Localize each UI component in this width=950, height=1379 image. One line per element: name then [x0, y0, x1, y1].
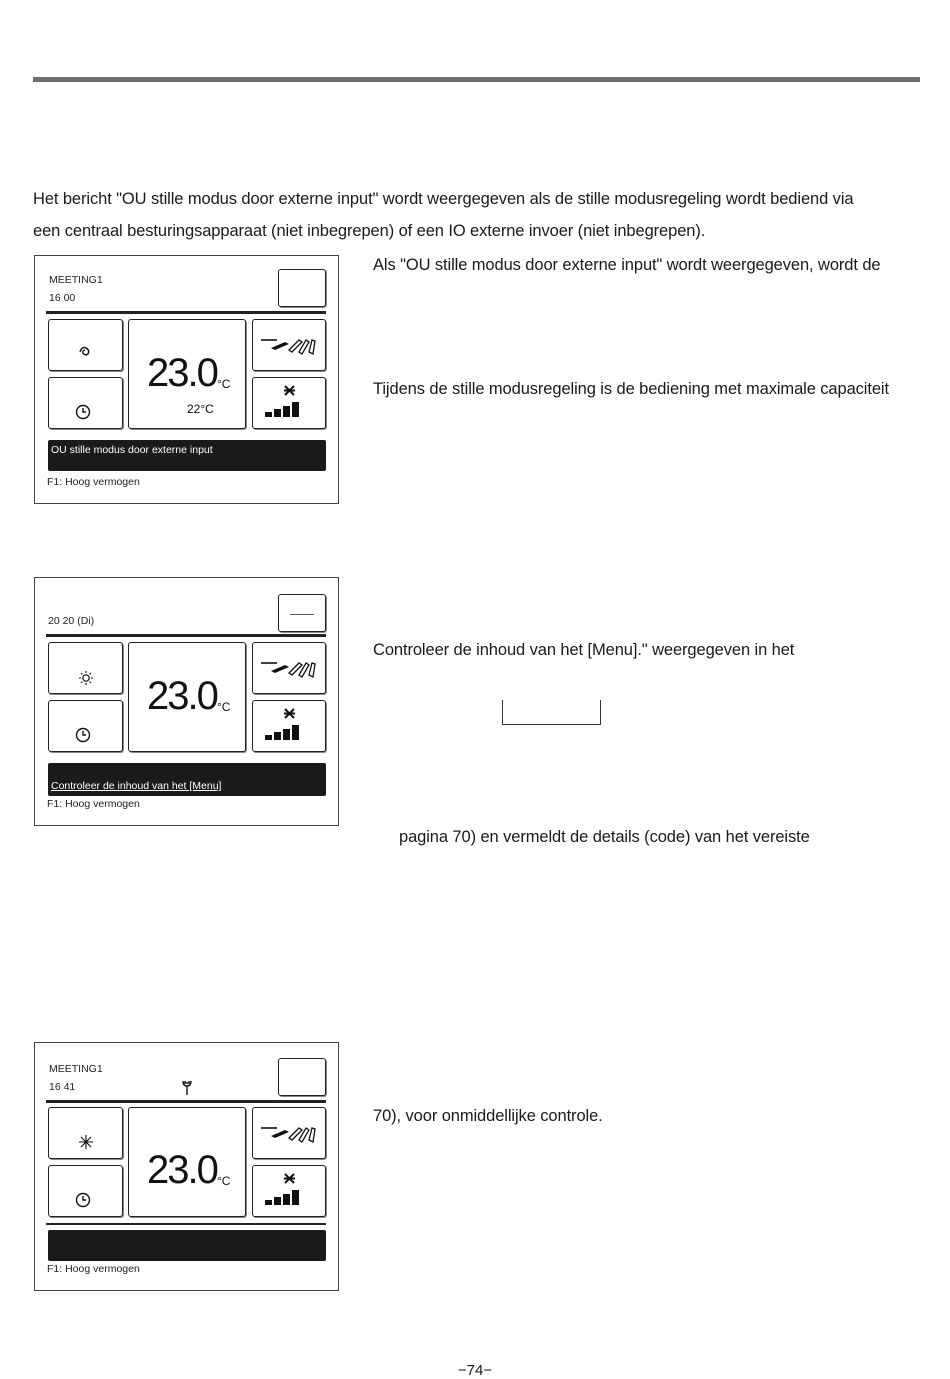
clock-icon	[75, 727, 91, 743]
louver-icon	[259, 657, 317, 681]
intro-line-1: Het bericht "OU stille modus door externe input" wordt weergegeven als de stille modusregeling wordt bediend via	[33, 190, 854, 208]
mode-button[interactable]	[48, 319, 123, 371]
menu-button[interactable]	[278, 1058, 326, 1096]
footer-text: F1: Hoog vermogen	[47, 1263, 140, 1275]
room-name: MEETING1	[49, 1063, 103, 1075]
temperature-unit: °C	[217, 700, 231, 714]
page-number: −74−	[457, 1362, 493, 1379]
remote-screen-2	[34, 577, 339, 826]
temperature-unit: °C	[217, 1174, 231, 1188]
top-rule	[33, 77, 920, 82]
temperature-value: 23.0	[147, 1148, 217, 1192]
message-bar	[48, 763, 326, 796]
date: 20 20 (Di)	[48, 615, 95, 627]
fan-speed-button[interactable]	[252, 1165, 326, 1217]
clock: 16 00	[49, 292, 76, 304]
message-bar	[48, 1230, 326, 1261]
fan-icon	[283, 707, 296, 720]
text-external-input: Als "OU stille modus door externe input" wordt weergegeven, wordt de	[373, 256, 881, 274]
divider	[46, 634, 326, 637]
louver-button[interactable]	[252, 319, 326, 371]
louver-button[interactable]	[252, 1107, 326, 1159]
timer-button[interactable]	[48, 377, 123, 429]
louver-icon	[259, 334, 317, 358]
temperature-button[interactable]	[128, 642, 246, 752]
set-temperature: 22°C	[187, 402, 214, 416]
fan-speed-bars	[265, 1190, 299, 1205]
menu-button[interactable]	[278, 269, 326, 307]
footer-text: F1: Hoog vermogen	[47, 798, 140, 810]
room-name: MEETING1	[49, 274, 103, 286]
message-bar	[48, 440, 326, 471]
message-text: OU stille modus door externe input	[51, 444, 213, 456]
remote-screen-1	[34, 255, 339, 504]
message-text: Controleer de inhoud van het [Menu]	[51, 780, 222, 792]
text-immediate-check: 70), voor onmiddellijke controle.	[373, 1107, 603, 1125]
louver-button[interactable]	[252, 642, 326, 694]
temperature-button[interactable]	[128, 1107, 246, 1217]
fan-speed-button[interactable]	[252, 377, 326, 429]
intro-line-2: een centraal besturingsapparaat (niet inbegrepen) of een IO externe invoer (niet inbegrepen).	[33, 222, 706, 240]
divider	[46, 311, 326, 314]
footer-text: F1: Hoog vermogen	[47, 476, 140, 488]
fan-speed-bars	[265, 725, 299, 740]
timer-button[interactable]	[48, 1165, 123, 1217]
sun-icon	[78, 670, 94, 686]
clock-icon	[75, 404, 91, 420]
fan-icon	[283, 1172, 296, 1185]
mode-button[interactable]	[48, 1107, 123, 1159]
timer-button[interactable]	[48, 700, 123, 752]
temperature-button[interactable]	[128, 319, 246, 429]
snowflake-icon	[78, 1134, 94, 1150]
louver-icon	[259, 1122, 317, 1146]
remote-screen-3	[34, 1042, 339, 1291]
divider-lower	[46, 1223, 326, 1225]
temperature-value: 23.0	[147, 351, 217, 395]
temperature-unit: °C	[217, 377, 231, 391]
mode-button[interactable]	[48, 642, 123, 694]
menu-key-outline	[502, 700, 601, 725]
dry-icon	[78, 344, 94, 358]
clock: 16 41	[49, 1081, 76, 1093]
text-page-70: pagina 70) en vermeldt de details (code) van het vereiste	[399, 828, 810, 846]
fan-icon	[283, 384, 296, 397]
fan-speed-button[interactable]	[252, 700, 326, 752]
clock-icon	[75, 1192, 91, 1208]
wrench-icon	[181, 1079, 193, 1097]
divider	[46, 1100, 326, 1103]
menu-button[interactable]	[278, 594, 326, 632]
text-quiet-mode: Tijdens de stille modusregeling is de bediening met maximale capaciteit	[373, 380, 889, 398]
temperature-value: 23.0	[147, 674, 217, 718]
text-check-menu: Controleer de inhoud van het [Menu]." weergegeven in het	[373, 641, 795, 659]
fan-speed-bars	[265, 402, 299, 417]
